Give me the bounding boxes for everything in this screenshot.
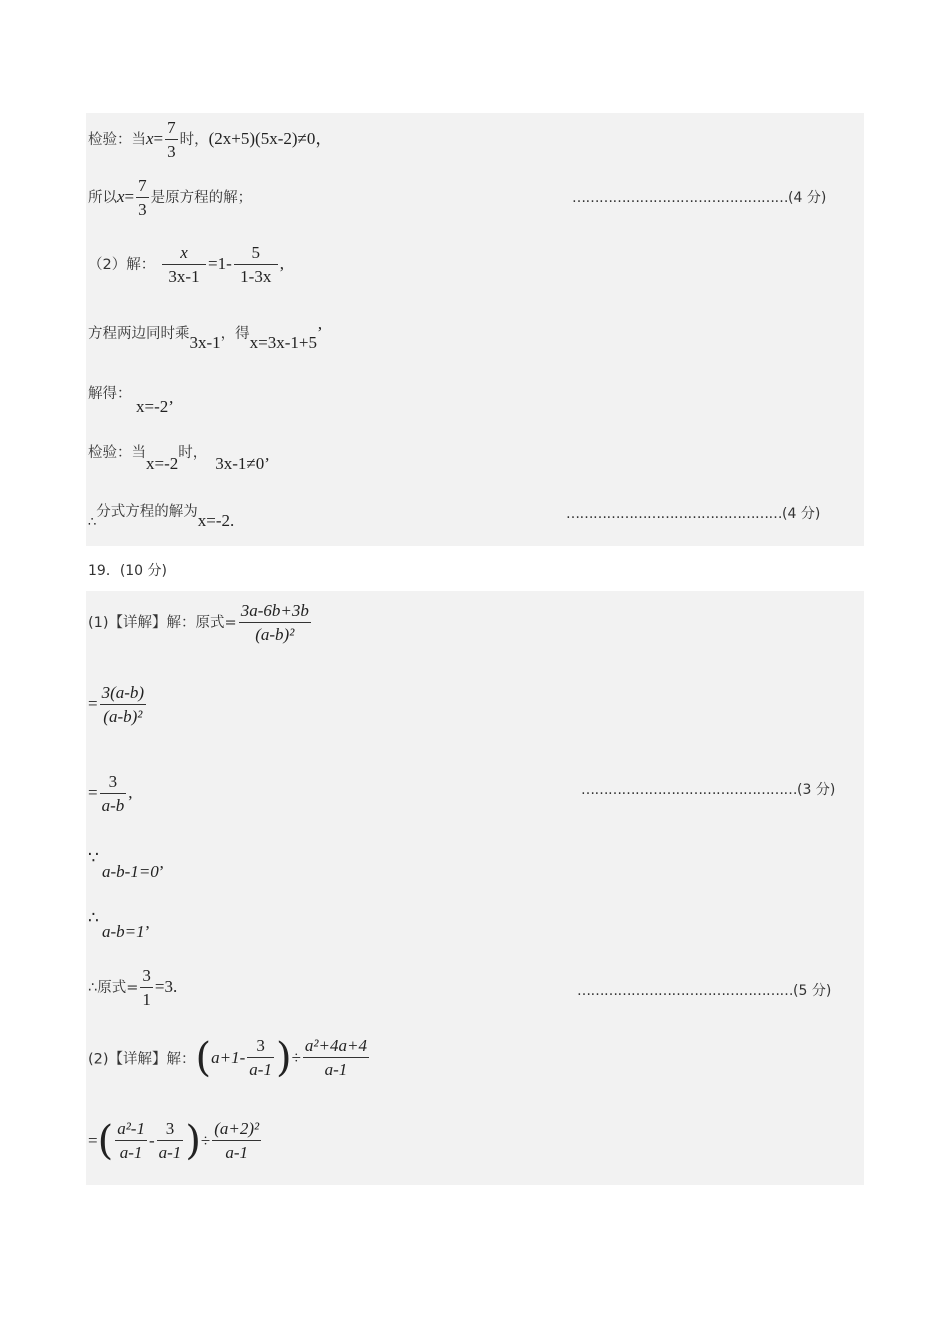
- fraction-q19-p2d: $\frac{3}{a-1}$: [158, 1119, 182, 1162]
- fraction-q19-p2c: $\frac{\text{a²-1}}{a-1}$: [117, 1119, 145, 1162]
- q19-part2-step: =( $\frac{\text{a²-1}}{a-1}$ - $\frac{3}{a-1}$ )÷ $\frac{\text{(a+2)²}}{a-1}$: [88, 1118, 260, 1164]
- q19-step3: = $\frac{3}{a-b}$ ,: [88, 772, 133, 815]
- q19-part2-line: (2)【详解】解：(a+1- $\frac{3}{a-1}$ )÷ $\frac{\text{a²+4a+4}}{a-1}$: [88, 1035, 367, 1081]
- q19-step2: = $\frac{3(a-b)}{\text{(a-b)²}}$: [88, 683, 145, 726]
- score-marker-4: …………………………………………(5 分): [577, 983, 832, 999]
- therefore-line: ∴ a-b=1’: [88, 908, 151, 941]
- question-19-header: 19．(10 分): [88, 563, 168, 579]
- fraction-rhs: $\frac{5}{1-3x}$: [234, 243, 278, 287]
- fraction-q19-p2a: $\frac{3}{a-1}$: [249, 1036, 272, 1079]
- result-line: ∴原式= $\frac{3}{1}$ =3.: [88, 966, 178, 1009]
- score-marker: …………………………………………(4 分): [572, 190, 827, 206]
- check2-line: 检验：当x=-2时，3x-1≠0’: [88, 445, 270, 473]
- final-line: ∴分式方程的解为x=-2.: [88, 504, 235, 530]
- score-marker-2: …………………………………………(4 分): [566, 506, 821, 522]
- fraction-7-3: $\frac{7}{3}$: [167, 118, 176, 161]
- fraction-q19-3: $\frac{3}{a-b}$: [101, 772, 125, 815]
- fraction-q19-p2e: $\frac{\text{(a+2)²}}{a-1}$: [214, 1119, 260, 1162]
- fraction-7-3-b: $\frac{7}{3}$: [138, 176, 147, 219]
- fraction-q19-p2b: $\frac{\text{a²+4a+4}}{a-1}$: [304, 1036, 367, 1079]
- because-line: ∵ a-b-1=0’: [88, 848, 165, 881]
- conclusion-line: 所以x= $\frac{7}{3}$ 是原方程的解；: [88, 176, 253, 219]
- score-marker-3: …………………………………………(3 分): [581, 782, 836, 798]
- solution-panel-2: [86, 591, 864, 1185]
- part2-equation: （2）解： $\frac{x}{3x-1}$ =1- $\frac{5}{1-3x}$ ,: [88, 243, 285, 286]
- fraction-q19-result: $\frac{3}{1}$: [142, 966, 151, 1009]
- q19-part1-line: (1)【详解】解：原式= $\frac{3a-6b+3b}{\text{(a-b)²}}$: [88, 601, 309, 644]
- fraction-q19-1: $\frac{3a-6b+3b}{\text{(a-b)²}}$: [240, 601, 309, 644]
- solve-line: 解得： x=-2’: [88, 386, 174, 416]
- fraction-q19-2: $\frac{3(a-b)}{\text{(a-b)²}}$: [101, 683, 145, 726]
- check-line: 检验：当x= $\frac{7}{3}$ 时，(2x+5)(5x-2)≠0，: [88, 118, 333, 161]
- fraction-lhs: $\frac{x}{3x-1}$: [162, 243, 206, 287]
- multiply-line: 方程两边同时乘3x-1，得x=3x-1+5’: [88, 323, 323, 352]
